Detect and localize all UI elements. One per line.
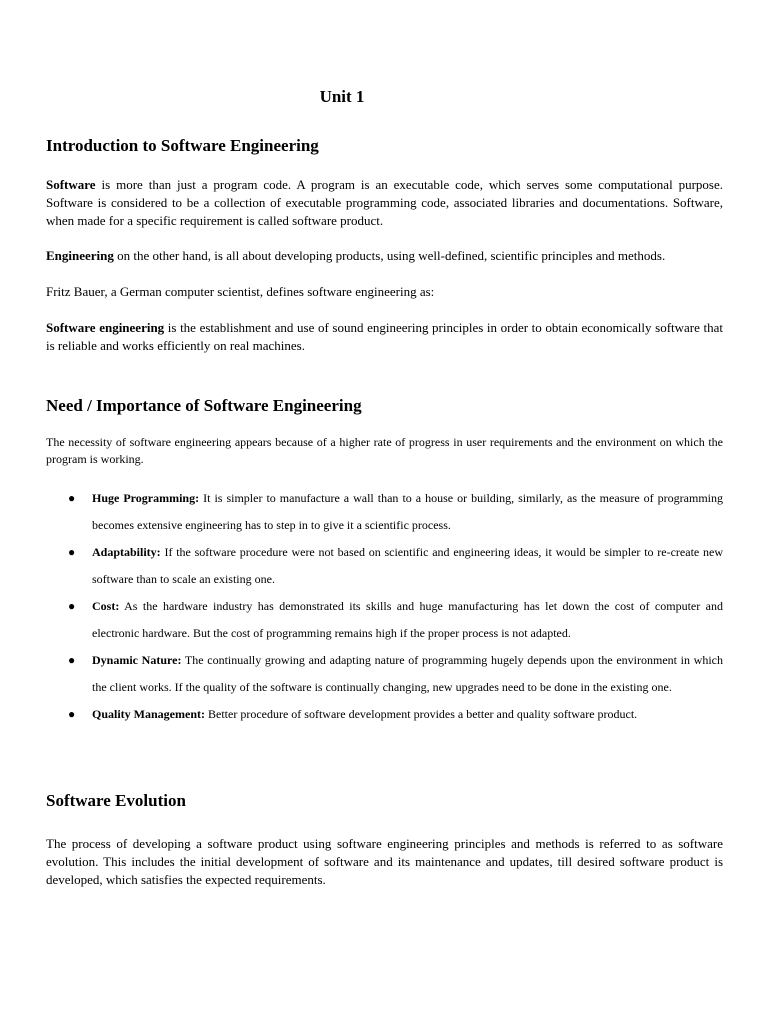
bullet-label: Huge Programming: <box>92 491 200 505</box>
evolution-heading: Software Evolution <box>46 791 186 810</box>
bullet-text: As the hardware industry has demonstrated its skills and huge manufacturing has let down the cost of computer and electronic hardware. But the cost of programming remains high if the proper process is not adapted. <box>92 599 723 640</box>
list-item <box>46 485 723 539</box>
bullet-label: Cost: <box>92 599 120 613</box>
bullet-text: It is simpler to manufacture a wall than to a house or building, similarly, as the measure of programming becomes extensive engineering has to step in to give it a scientific process. <box>92 491 723 532</box>
intro-paragraph-definition <box>46 319 723 355</box>
intro-paragraph-engineering-text: on the other hand, is all about developing products, using well-defined, scientific principles and methods. <box>113 248 666 263</box>
intro-paragraph-software <box>46 176 723 230</box>
intro-heading: Introduction to Software Engineering <box>46 136 319 155</box>
list-item <box>46 647 723 701</box>
need-intro-paragraph: The necessity of software engineering appears because of a higher rate of progress in user requirements and the environment on which the program is working. <box>46 435 723 466</box>
bullet-icon: ● <box>68 653 76 667</box>
bullet-label: Dynamic Nature: <box>92 653 182 667</box>
list-item <box>46 701 723 728</box>
need-heading: Need / Importance of Software Engineering <box>46 396 362 415</box>
bullet-text: Better procedure of software development provides a better and quality software product. <box>205 707 638 721</box>
term-software: Software <box>46 177 96 192</box>
intro-paragraph-bauer: Fritz Bauer, a German computer scientist, defines software engineering as: <box>46 284 435 299</box>
bullet-text: The continually growing and adapting nature of programming hugely depends upon the environment in which the client works. If the quality of the software is continually changing, new upgrades need to be done in the existing one. <box>92 653 723 694</box>
bullet-label: Quality Management: <box>92 707 205 721</box>
bullet-text: If the software procedure were not based on scientific and engineering ideas, it would be simpler to re-create new software than to scale an existing one. <box>92 545 723 586</box>
bullet-icon: ● <box>68 545 76 559</box>
bullet-icon: ● <box>68 599 76 613</box>
list-item <box>46 593 723 647</box>
list-item <box>46 539 723 593</box>
need-bullet-list <box>46 485 723 728</box>
unit-title: Unit 1 <box>319 87 365 106</box>
intro-paragraph-software-text: is more than just a program code. A program is an executable code, which serves some computational purpose. Software is considered to be a collection of executable programming code, associated libraries and documentations. Software, when made for a specific requirement is called software product. <box>46 177 723 228</box>
intro-paragraph-definition-text: is the establishment and use of sound engineering principles in order to obtain economically software that is reliable and works efficiently on real machines. <box>46 320 724 353</box>
bullet-label: Adaptability: <box>92 545 161 559</box>
intro-paragraph-engineering <box>46 247 723 265</box>
bullet-icon: ● <box>68 491 76 505</box>
term-engineering: Engineering <box>46 248 114 263</box>
evolution-paragraph: The process of developing a software product using software engineering principles and methods is referred to as software evolution. This includes the initial development of software and its maintenance and updates, till desired software product is developed, which satisfies the expected requirements. <box>46 836 723 887</box>
bullet-icon: ● <box>68 707 76 721</box>
term-software-engineering: Software engineering <box>46 320 165 335</box>
